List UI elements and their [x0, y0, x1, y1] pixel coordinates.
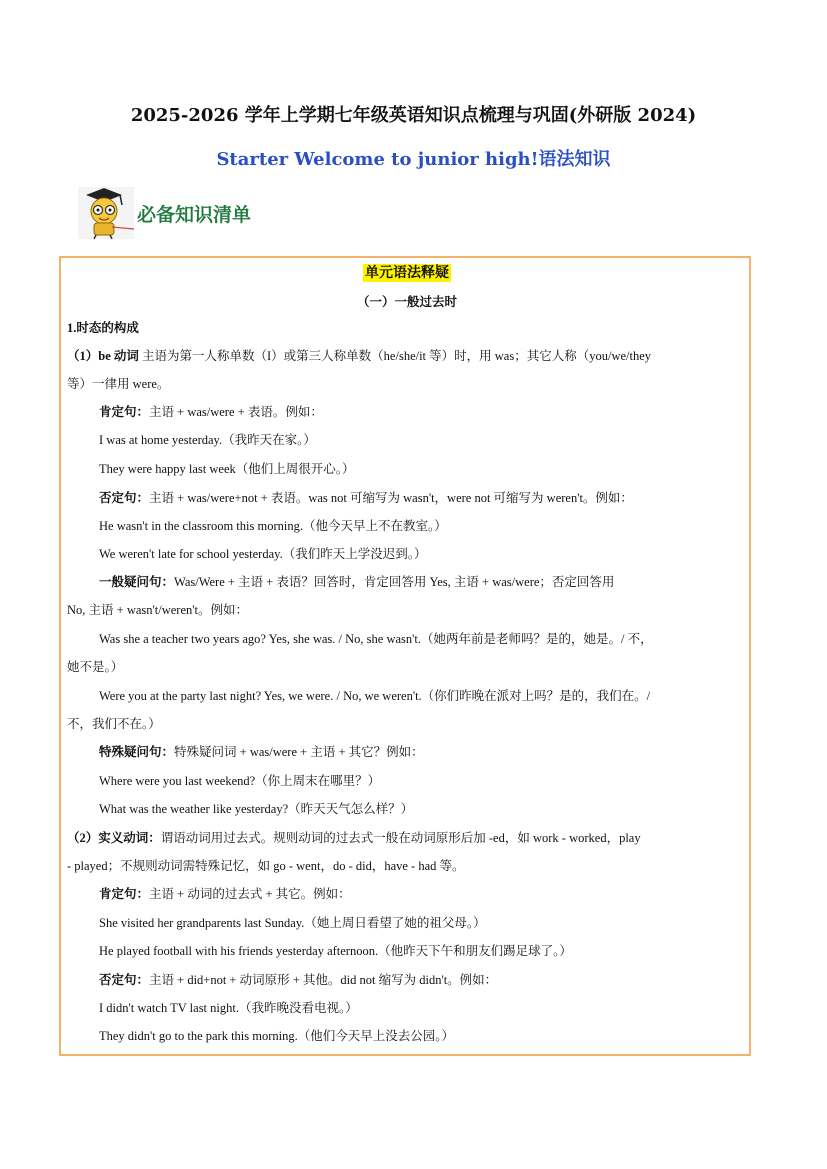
notional-verb-line-cont: - played；不规则动词需特殊记忆，如 go - went，do - did，have - had 等。 — [67, 859, 465, 873]
example-line: He played football with his friends yesterday afternoon.（他昨天下午和朋友们踢足球了。） — [99, 944, 572, 958]
box-title: 单元语法释疑 — [365, 265, 449, 281]
negative-rule: 否定句：主语 + was/were+not + 表语。was not 可缩写为 wasn't，were not 可缩写为 weren't。例如： — [99, 491, 633, 505]
box-subtitle: （一）一般过去时 — [356, 294, 457, 309]
page-subtitle: Starter Welcome to junior high!语法知识 — [216, 149, 611, 170]
affirmative-rule: 肯定句：主语 + was/were + 表语。例如： — [99, 405, 323, 419]
example-line: What was the weather like yesterday?（昨天天气怎么样？） — [99, 802, 414, 816]
section-label: 必备知识清单 — [137, 204, 252, 226]
example-line-cont: 不，我们不在。） — [67, 717, 161, 731]
example-line: I didn't watch TV last night.（我昨晚没看电视。） — [99, 1001, 358, 1015]
example-line: They were happy last week（他们上周很开心。） — [99, 462, 355, 476]
example-line: We weren't late for school yesterday.（我们昨天上学没迟到。） — [99, 547, 427, 561]
verb-affirmative-rule: 肯定句：主语 + 动词的过去式 + 其它。例如： — [99, 887, 351, 901]
section-header — [76, 185, 336, 241]
doctor-mascot-icon — [76, 185, 136, 241]
be-verb-line-cont: 等）一律用 were。 — [67, 377, 170, 391]
page-title: 2025-2026 学年上学期七年级英语知识点梳理与巩固(外研版 2024) — [130, 105, 697, 126]
example-line: I was at home yesterday.（我昨天在家。） — [99, 433, 316, 447]
example-line: She visited her grandparents last Sunday.（她上周日看望了她的祖父母。） — [99, 916, 486, 930]
notional-verb-line: （2）实义动词：谓语动词用过去式。规则动词的过去式一般在动词原形后加 -ed，如 work - worked，play — [67, 831, 641, 845]
example-line-cont: 她不是。） — [67, 660, 124, 674]
example-line: Was she a teacher two years ago? Yes, she was. / No, she wasn't.（她两年前是老师吗？是的，她是。/ 不， — [99, 632, 653, 646]
verb-negative-rule: 否定句：主语 + did+not + 动词原形 + 其他。did not 缩写为 didn't。例如： — [99, 973, 498, 987]
heading-tense-structure: 1.时态的构成 — [67, 321, 139, 335]
be-verb-line: （1）be 动词 主语为第一人称单数（I）或第三人称单数（he/she/it 等）时，用 was；其它人称（you/we/they — [67, 349, 652, 363]
grammar-box — [59, 256, 751, 1056]
example-line: Where were you last weekend?（你上周末在哪里？） — [99, 774, 381, 788]
example-line: They didn't go to the park this morning.（他们今天早上没去公园。） — [99, 1029, 455, 1043]
wh-question-rule: 特殊疑问句：特殊疑问词 + was/were + 主语 + 其它？例如： — [99, 745, 424, 759]
example-line: He wasn't in the classroom this morning.（他今天早上不在教室。） — [99, 519, 447, 533]
example-line: Were you at the party last night? Yes, we were. / No, we weren't.（你们昨晚在派对上吗？是的，我们在。/ — [99, 689, 651, 703]
yes-no-question-rule-cont: No, 主语 + wasn't/weren't。例如： — [67, 603, 248, 617]
yes-no-question-rule: 一般疑问句：Was/Were + 主语 + 表语？回答时，肯定回答用 Yes, 主语 + was/were；否定回答用 — [99, 575, 615, 589]
